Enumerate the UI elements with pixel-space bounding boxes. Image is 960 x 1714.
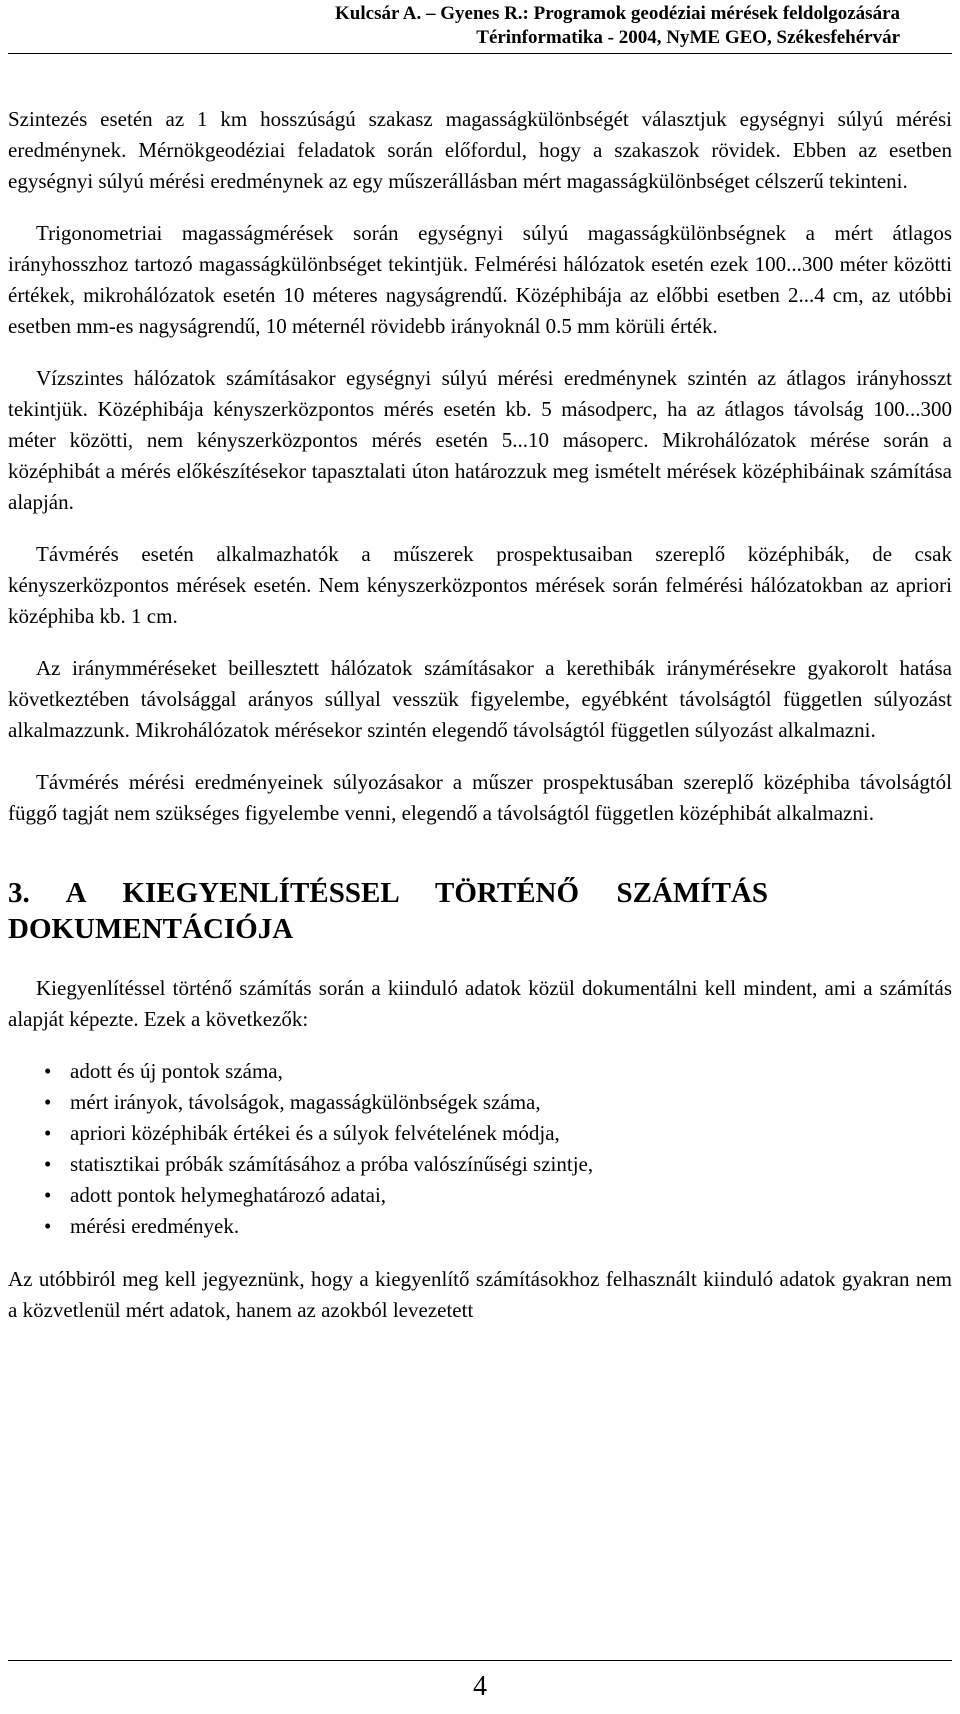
paragraph-trigonometric: Trigonometriai magasságmérések során egységnyi súlyú magasságkülönbségnek a mért átlagos irányhosszhoz tartozó magasságkülönbséget tekintjük. Felmérési hálózatok esetén ezek 100...300 méter közötti értékek, mikrohálózatok esetén 10 méteres nagyságrendű. Középhibája az előbbi esetben 2...4 cm, az utóbbi esetben mm-es nagyságrendű, 10 méternél rövidebb irányoknál 0.5 mm körüli érték. (8, 221, 952, 338)
header-authors-title: Kulcsár A. – Gyenes R.: Programok geodéziai mérések feldolgozására (335, 3, 900, 24)
list-item: • adott pontok helymeghatározó adatai, (8, 1180, 952, 1211)
section-heading: 3. A KIEGYENLÍTÉSSEL TÖRTÉNŐ SZÁMÍTÁS DOKUMENTÁCIÓJA (8, 877, 768, 945)
paragraph-closing: Az utóbbiról meg kell jegyeznünk, hogy a kiegyenlítő számításokhoz felhasznált kiinduló adatok gyakran nem a közvetlenül mért adatok, hanem az azokból levezetett (8, 1267, 952, 1322)
running-header (335, 2, 900, 50)
body-text (8, 104, 952, 1347)
documentation-list (8, 1056, 952, 1242)
paragraph-direction-weighting: Az iránymméréseket beillesztett hálózatok számításakor a kerethibák iránymérésekre gyakorolt hatása következtében távolsággal arányos súllyal vesszük figyelembe, egyébként távolságtól független súlyozást alkalmazzunk. Mikrohálózatok mérésekor szintén elegendő távolságtól független súlyozást alkalmazni. (8, 656, 952, 742)
section-intro: Kiegyenlítéssel történő számítás során a kiinduló adatok közül dokumentálni kell mindent, ami a számítás alapját képezte. Ezek a következők: (8, 976, 952, 1031)
list-item: • mért irányok, távolságok, magasságkülönbségek száma, (8, 1087, 952, 1118)
paragraph-distance-weighting: Távmérés mérési eredményeinek súlyozásakor a műszer prospektusában szereplő középhiba távolságtól függő tagját nem szükséges figyelembe venni, elegendő a távolságtól független középhibát alkalmazni. (8, 770, 952, 825)
page-number: 4 (473, 1671, 487, 1702)
paragraph-distance-measurement: Távmérés esetén alkalmazhatók a műszerek prospektusaiban szereplő középhibák, de csak kényszerközpontos mérések esetén. Nem kényszerközpontos mérések során felmérési hálózatokban az apriori középhiba kb. 1 cm. (8, 542, 952, 628)
list-item: • apriori középhibák értékei és a súlyok felvételének módja, (8, 1118, 952, 1149)
paragraph-leveling: Szintezés esetén az 1 km hosszúságú szakasz magasságkülönbségét választjuk egységnyi súlyú mérési eredménynek. Mérnökgeodéziai feladatok során előfordul, hogy a szakaszok rövidek. Ebben az esetben egységnyi súlyú mérési eredménynek az egy műszerállásban mért magasságkülönbséget célszerű tekinteni. (8, 107, 952, 193)
paragraph-horizontal-networks: Vízszintes hálózatok számításakor egységnyi súlyú mérési eredménynek szintén az átlagos irányhosszt tekintjük. Középhibája kényszerközpontos mérés esetén kb. 5 másodperc, ha az átlagos távolság 100...300 méter közötti, nem kényszerközpontos mérés esetén 5...10 másoperc. Mikrohálózatok mérése során a középhibát a mérés előkészítésekor tapasztalati úton határozzuk meg ismételt mérések középhibáinak számítása alapján. (8, 366, 952, 514)
list-item: • mérési eredmények. (8, 1211, 952, 1242)
header-conference: Térinformatika - 2004, NyME GEO, Székesfehérvár (476, 27, 900, 48)
list-item: • adott és új pontok száma, (8, 1056, 952, 1087)
footer-divider (8, 1660, 952, 1661)
header-divider (8, 53, 952, 54)
list-item: • statisztikai próbák számításához a próba valószínűségi szintje, (8, 1149, 952, 1180)
